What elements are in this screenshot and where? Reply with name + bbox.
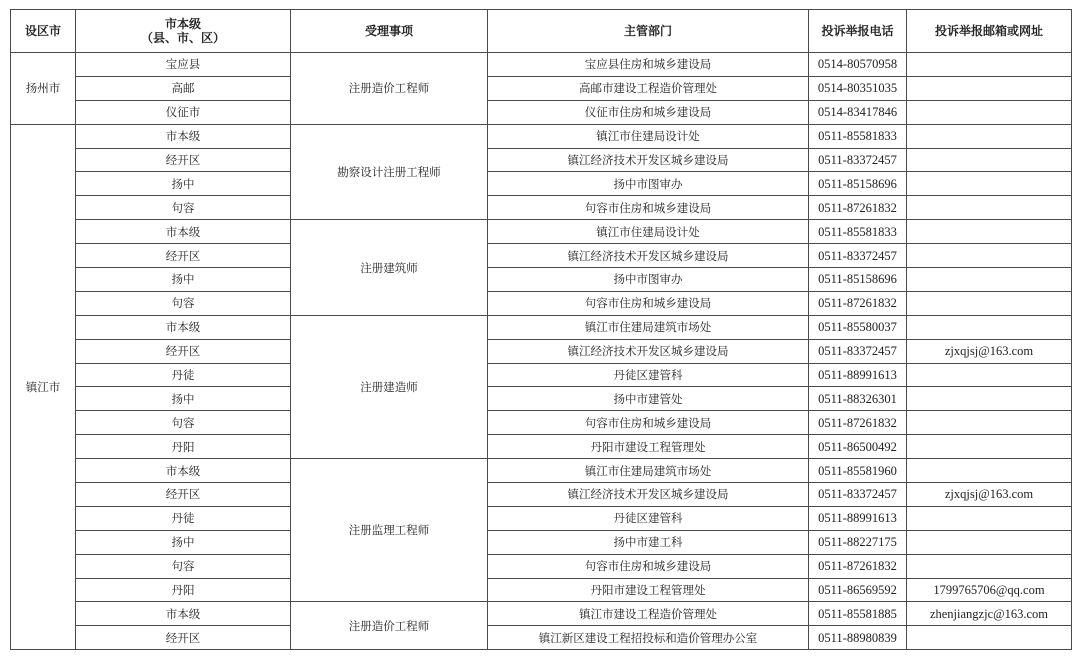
cell-phone: 0511-85581885	[809, 602, 907, 626]
cell-phone: 0511-88991613	[809, 506, 907, 530]
cell-level: 经开区	[76, 244, 291, 268]
table-row	[11, 124, 1072, 148]
table-row	[11, 339, 1072, 363]
cell-dept: 句容市住房和城乡建设局	[488, 554, 809, 578]
cell-item: 注册建筑师	[291, 220, 488, 316]
cell-dept: 宝应县住房和城乡建设局	[488, 53, 809, 77]
cell-dept: 镇江经济技术开发区城乡建设局	[488, 148, 809, 172]
table-row	[11, 53, 1072, 77]
cell-email	[907, 148, 1072, 172]
table-row	[11, 315, 1072, 339]
cell-phone: 0511-87261832	[809, 196, 907, 220]
table-row	[11, 76, 1072, 100]
cell-phone: 0511-83372457	[809, 339, 907, 363]
table-row	[11, 220, 1072, 244]
complaint-contact-table	[10, 9, 1072, 650]
table-row	[11, 483, 1072, 507]
cell-level: 扬中	[76, 172, 291, 196]
cell-dept: 镇江市住建局建筑市场处	[488, 315, 809, 339]
header-level-line2: （县、市、区）	[140, 31, 225, 45]
table-row	[11, 291, 1072, 315]
cell-dept: 丹徒区建管科	[488, 363, 809, 387]
cell-level: 宝应县	[76, 53, 291, 77]
cell-email	[907, 530, 1072, 554]
cell-level: 丹徒	[76, 506, 291, 530]
cell-dept: 丹徒区建管科	[488, 506, 809, 530]
cell-level: 句容	[76, 554, 291, 578]
cell-email	[907, 100, 1072, 124]
cell-email[interactable]: zhenjiangzjc@163.com	[907, 602, 1072, 626]
cell-phone: 0511-83372457	[809, 244, 907, 268]
header-dept: 主管部门	[488, 10, 809, 53]
cell-dept: 镇江新区建设工程招投标和造价管理办公室	[488, 626, 809, 650]
cell-email	[907, 387, 1072, 411]
cell-email	[907, 172, 1072, 196]
cell-level: 市本级	[76, 315, 291, 339]
cell-dept: 仪征市住房和城乡建设局	[488, 100, 809, 124]
cell-dept: 句容市住房和城乡建设局	[488, 291, 809, 315]
cell-phone: 0511-86500492	[809, 435, 907, 459]
cell-dept: 扬中市建工科	[488, 530, 809, 554]
cell-email[interactable]: zjxqjsj@163.com	[907, 339, 1072, 363]
table-row	[11, 530, 1072, 554]
cell-level: 经开区	[76, 483, 291, 507]
table-row	[11, 244, 1072, 268]
table-row	[11, 387, 1072, 411]
cell-level: 句容	[76, 196, 291, 220]
cell-dept: 高邮市建设工程造价管理处	[488, 76, 809, 100]
cell-dept: 镇江经济技术开发区城乡建设局	[488, 339, 809, 363]
cell-level: 句容	[76, 411, 291, 435]
cell-dept: 句容市住房和城乡建设局	[488, 196, 809, 220]
cell-phone: 0511-85581833	[809, 124, 907, 148]
cell-dept: 镇江市建设工程造价管理处	[488, 602, 809, 626]
table-row	[11, 554, 1072, 578]
table-row	[11, 411, 1072, 435]
cell-phone: 0511-88991613	[809, 363, 907, 387]
cell-phone: 0514-80570958	[809, 53, 907, 77]
cell-phone: 0511-88227175	[809, 530, 907, 554]
header-city: 设区市	[11, 10, 76, 53]
cell-email	[907, 315, 1072, 339]
cell-phone: 0511-85158696	[809, 172, 907, 196]
cell-phone: 0511-85580037	[809, 315, 907, 339]
cell-email	[907, 459, 1072, 483]
cell-email	[907, 435, 1072, 459]
cell-email	[907, 268, 1072, 292]
cell-level: 市本级	[76, 602, 291, 626]
cell-dept: 镇江经济技术开发区城乡建设局	[488, 244, 809, 268]
header-email: 投诉举报邮箱或网址	[907, 10, 1072, 53]
cell-level: 市本级	[76, 220, 291, 244]
table-row	[11, 435, 1072, 459]
cell-dept: 镇江市住建局设计处	[488, 124, 809, 148]
cell-dept: 镇江市住建局建筑市场处	[488, 459, 809, 483]
cell-email[interactable]: zjxqjsj@163.com	[907, 483, 1072, 507]
cell-item: 注册造价工程师	[291, 602, 488, 650]
table-row	[11, 626, 1072, 650]
cell-city: 扬州市	[11, 53, 76, 125]
table-row	[11, 100, 1072, 124]
table-row	[11, 196, 1072, 220]
cell-level: 扬中	[76, 387, 291, 411]
cell-level: 扬中	[76, 530, 291, 554]
cell-email	[907, 554, 1072, 578]
cell-level: 市本级	[76, 124, 291, 148]
cell-level: 仪征市	[76, 100, 291, 124]
cell-dept: 句容市住房和城乡建设局	[488, 411, 809, 435]
header-item: 受理事项	[291, 10, 488, 53]
cell-phone: 0511-83372457	[809, 483, 907, 507]
cell-phone: 0511-88326301	[809, 387, 907, 411]
cell-phone: 0511-85158696	[809, 268, 907, 292]
cell-email	[907, 196, 1072, 220]
cell-email	[907, 76, 1072, 100]
cell-level: 丹徒	[76, 363, 291, 387]
cell-level: 市本级	[76, 459, 291, 483]
cell-email	[907, 411, 1072, 435]
cell-phone: 0511-85581833	[809, 220, 907, 244]
cell-email	[907, 244, 1072, 268]
table-row	[11, 363, 1072, 387]
cell-level: 丹阳	[76, 578, 291, 602]
table-row	[11, 148, 1072, 172]
cell-dept: 镇江经济技术开发区城乡建设局	[488, 483, 809, 507]
table-row	[11, 578, 1072, 602]
cell-city: 镇江市	[11, 124, 76, 650]
cell-dept: 丹阳市建设工程管理处	[488, 578, 809, 602]
cell-phone: 0514-80351035	[809, 76, 907, 100]
cell-item: 注册造价工程师	[291, 53, 488, 125]
cell-dept: 扬中市建管处	[488, 387, 809, 411]
cell-item: 注册建造师	[291, 315, 488, 458]
table-row	[11, 459, 1072, 483]
cell-item: 勘察设计注册工程师	[291, 124, 488, 220]
cell-item: 注册监理工程师	[291, 459, 488, 602]
cell-phone: 0511-87261832	[809, 411, 907, 435]
cell-level: 扬中	[76, 268, 291, 292]
table-row	[11, 602, 1072, 626]
cell-level: 丹阳	[76, 435, 291, 459]
cell-phone: 0514-83417846	[809, 100, 907, 124]
cell-phone: 0511-88980839	[809, 626, 907, 650]
cell-level: 经开区	[76, 626, 291, 650]
cell-email	[907, 626, 1072, 650]
cell-phone: 0511-87261832	[809, 291, 907, 315]
table-header-row	[11, 10, 1072, 53]
table-row	[11, 268, 1072, 292]
cell-dept: 扬中市图审办	[488, 172, 809, 196]
cell-email	[907, 506, 1072, 530]
cell-level: 经开区	[76, 339, 291, 363]
header-phone: 投诉举报电话	[809, 10, 907, 53]
cell-level: 句容	[76, 291, 291, 315]
cell-level: 经开区	[76, 148, 291, 172]
cell-phone: 0511-87261832	[809, 554, 907, 578]
cell-dept: 镇江市住建局设计处	[488, 220, 809, 244]
table-row	[11, 172, 1072, 196]
cell-email	[907, 53, 1072, 77]
header-level-line1: 市本级	[164, 17, 201, 31]
cell-phone: 0511-83372457	[809, 148, 907, 172]
table-body	[11, 53, 1072, 650]
table-row	[11, 506, 1072, 530]
header-level	[76, 10, 291, 53]
cell-dept: 扬中市图审办	[488, 268, 809, 292]
cell-phone: 0511-85581960	[809, 459, 907, 483]
cell-email[interactable]: 1799765706@qq.com	[907, 578, 1072, 602]
cell-phone: 0511-86569592	[809, 578, 907, 602]
cell-level: 高邮	[76, 76, 291, 100]
cell-email	[907, 220, 1072, 244]
cell-email	[907, 291, 1072, 315]
cell-dept: 丹阳市建设工程管理处	[488, 435, 809, 459]
cell-email	[907, 363, 1072, 387]
cell-email	[907, 124, 1072, 148]
